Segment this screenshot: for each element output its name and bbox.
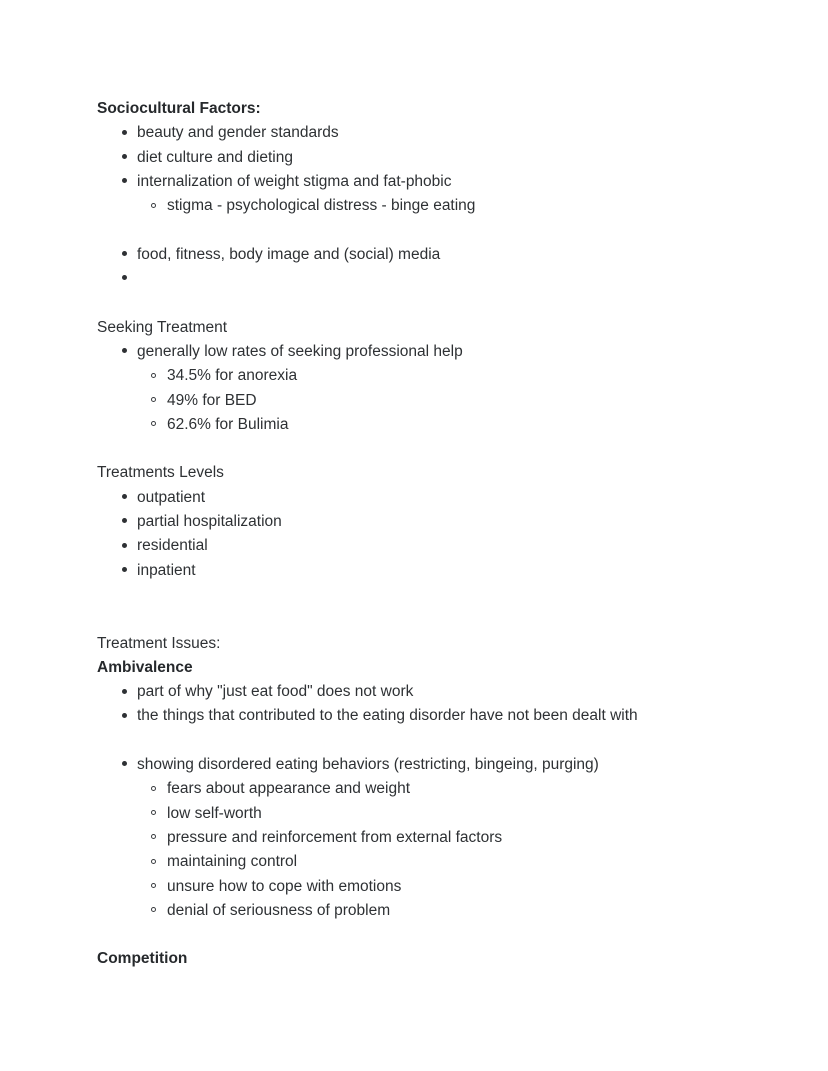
bullet-circle-icon [151, 802, 156, 826]
blank-line-spacer [97, 729, 768, 753]
list-item [137, 364, 768, 388]
list-sociocultural-factors-continued [97, 243, 768, 292]
list-item [97, 146, 768, 170]
list-item [97, 534, 768, 558]
list-item [97, 121, 768, 145]
sublist-seeking-treatment-rates [137, 364, 768, 437]
list-item-text: maintaining control [167, 853, 298, 871]
list-item [97, 559, 768, 583]
bullet-disc-icon [122, 559, 162, 583]
list-item [97, 680, 768, 704]
list-ambivalence-continued [97, 753, 768, 923]
list-item-text: unsure how to cope with emotions [167, 877, 402, 895]
blank-line-spacer [97, 923, 768, 947]
section-heading-competition: Competition [97, 950, 188, 968]
list-item-text: 62.6% for Bulimia [167, 415, 289, 433]
list-item [137, 899, 768, 923]
list-item-text: internalization of weight stigma and fat-phobic [137, 172, 452, 190]
bullet-circle-icon [151, 413, 156, 437]
list-item-text: pressure and reinforcement from external factors [167, 828, 503, 846]
bullet-disc-icon [122, 121, 162, 145]
list-item [137, 777, 768, 801]
list-item-text: fears about appearance and weight [167, 780, 411, 798]
list-item [137, 826, 768, 850]
sublist-ambivalence-reasons [137, 777, 768, 923]
bullet-circle-icon [151, 389, 156, 413]
list-item [97, 340, 768, 437]
list-item-text: diet culture and dieting [137, 148, 293, 166]
bullet-circle-icon [151, 777, 156, 801]
list-item-text: partial hospitalization [137, 513, 282, 531]
blank-line-spacer [97, 291, 768, 315]
section-subheading-ambivalence: Ambivalence [97, 658, 193, 676]
document-body [97, 97, 768, 972]
list-seeking-treatment [97, 340, 768, 437]
section-heading-sociocultural-factors: Sociocultural Factors: [97, 100, 261, 117]
list-sociocultural-factors [97, 121, 768, 218]
list-item-text: beauty and gender standards [137, 124, 339, 142]
list-ambivalence [97, 680, 768, 729]
list-item [97, 753, 768, 923]
list-item-text: low self-worth [167, 804, 262, 822]
bullet-circle-icon [151, 850, 156, 874]
list-item-text: part of why "just eat food" does not work [137, 683, 414, 701]
blank-line-spacer [97, 218, 768, 242]
list-item-empty [97, 267, 768, 291]
bullet-disc-icon [122, 486, 162, 510]
bullet-disc-icon [122, 267, 162, 291]
list-item [137, 850, 768, 874]
list-item-text: the things that contributed to the eating disorder have not been dealt with [137, 707, 638, 725]
list-item-text: food, fitness, body image and (social) media [137, 245, 441, 263]
list-item-text: denial of seriousness of problem [167, 901, 391, 919]
list-item-text: 34.5% for anorexia [167, 367, 298, 385]
section-heading-seeking-treatment: Seeking Treatment [97, 318, 228, 336]
list-item-text: stigma - psychological distress - binge eating [167, 197, 476, 215]
list-item [97, 486, 768, 510]
list-treatment-levels [97, 486, 768, 583]
bullet-disc-icon [122, 146, 162, 170]
list-item-text: 49% for BED [167, 391, 257, 409]
list-item-text: generally low rates of seeking professional help [137, 342, 463, 360]
section-heading-treatments-levels: Treatments Levels [97, 464, 224, 482]
bullet-disc-icon [122, 534, 162, 558]
bullet-disc-icon [122, 510, 162, 534]
list-item-text: showing disordered eating behaviors (restricting, bingeing, purging) [137, 756, 599, 774]
bullet-circle-icon [151, 875, 156, 899]
bullet-disc-icon [122, 680, 162, 704]
bullet-disc-icon [122, 243, 162, 267]
list-item [97, 243, 768, 267]
list-item [137, 802, 768, 826]
bullet-disc-icon [122, 753, 162, 777]
list-item-text: inpatient [137, 561, 196, 579]
blank-line-spacer [97, 437, 768, 461]
list-item [97, 510, 768, 534]
bullet-disc-icon [122, 170, 162, 194]
list-item [97, 704, 768, 728]
bullet-circle-icon [151, 826, 156, 850]
blank-line-spacer [97, 583, 768, 632]
section-heading-treatment-issues: Treatment Issues: [97, 634, 221, 652]
bullet-circle-icon [151, 364, 156, 388]
list-item [137, 413, 768, 437]
bullet-circle-icon [151, 899, 156, 923]
list-item [97, 170, 768, 219]
list-item [137, 194, 768, 218]
list-item-text: residential [137, 537, 208, 555]
sublist-sociocultural [137, 194, 768, 218]
list-item [137, 875, 768, 899]
list-item-text: outpatient [137, 488, 206, 506]
bullet-circle-icon [151, 194, 156, 218]
list-item [137, 389, 768, 413]
bullet-disc-icon [122, 340, 162, 364]
bullet-disc-icon [122, 704, 162, 728]
